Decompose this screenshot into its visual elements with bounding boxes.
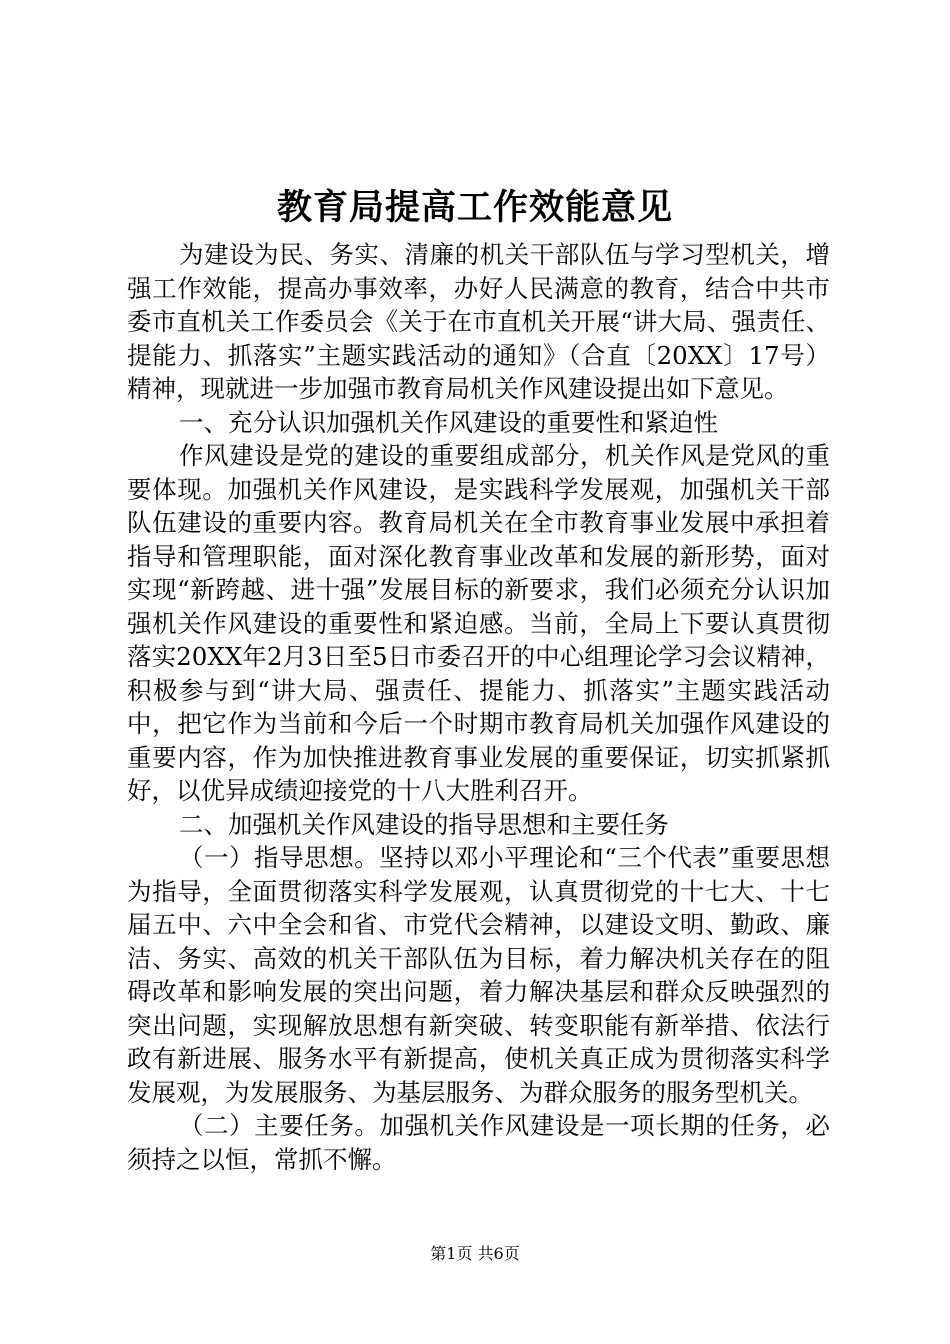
document-title: 教育局提高工作效能意见 [276,187,673,228]
page-number-footer: 第1页 共6页 [430,1244,520,1263]
section-heading-2: 二、加强机关作风建设的指导思想和主要任务 [179,809,669,839]
intro-paragraph: 为建设为民、务实、清廉的机关干部队伍与学习型机关，增强工作效能，提高办事效率，办好人民满意的教育，结合中共市委市直机关工作委员会《关于在市直机关开展“讲大局、强责任、提能力、抓落实”主题实践活动的通知》（合直〔20XX〕17号）精神，现就进一步加强市教育局机关作风建设提出如下意见。 [127,240,830,403]
section-heading-1: 一、充分认识加强机关作风建设的重要性和紧迫性 [179,407,718,437]
section-1-paragraph: 作风建设是党的建设的重要组成部分，机关作风是党风的重要体现。加强机关作风建设，是实践科学发展观，加强机关干部队伍建设的重要内容。教育局机关在全市教育事业发展中承担着指导和管理职能，面对深化教育事业改革和发展的新形势，面对实现“新跨越、进十强”发展目标的新要求，我们必须充分认识加强机关作风建设的重要性和紧迫感。当前，全局上下要认真贯彻落实20XX年2月3日至5日市委召开的中心组理论学习会议精神，积极参与到“讲大局、强责任、提能力、抓落实”主题实践活动中，把它作为当前和今后一个时期市教育局机关加强作风建设的重要内容，作为加快推进教育事业发展的重要保证，切实抓紧抓好，以优异成绩迎接党的十八大胜利召开。 [127,441,830,805]
document-body [127,238,830,1176]
guiding-ideology-paragraph: （一）指导思想。坚持以邓小平理论和“三个代表”重要思想为指导，全面贯彻落实科学发展观，认真贯彻党的十七大、十七届五中、六中全会和省、市党代会精神，以建设文明、勤政、廉洁、务实、高效的机关干部队伍为目标，着力解决机关存在的阻碍改革和影响发展的突出问题，着力解决基层和群众反映强烈的突出问题，实现解放思想有新突破、转变职能有新举措、依法行政有新进展、服务水平有新提高，使机关真正成为贯彻落实科学发展观，为发展服务、为基层服务、为群众服务的服务型机关。 [127,843,830,1107]
main-tasks-paragraph: （二）主要任务。加强机关作风建设是一项长期的任务，必须持之以恒，常抓不懈。 [127,1111,830,1174]
